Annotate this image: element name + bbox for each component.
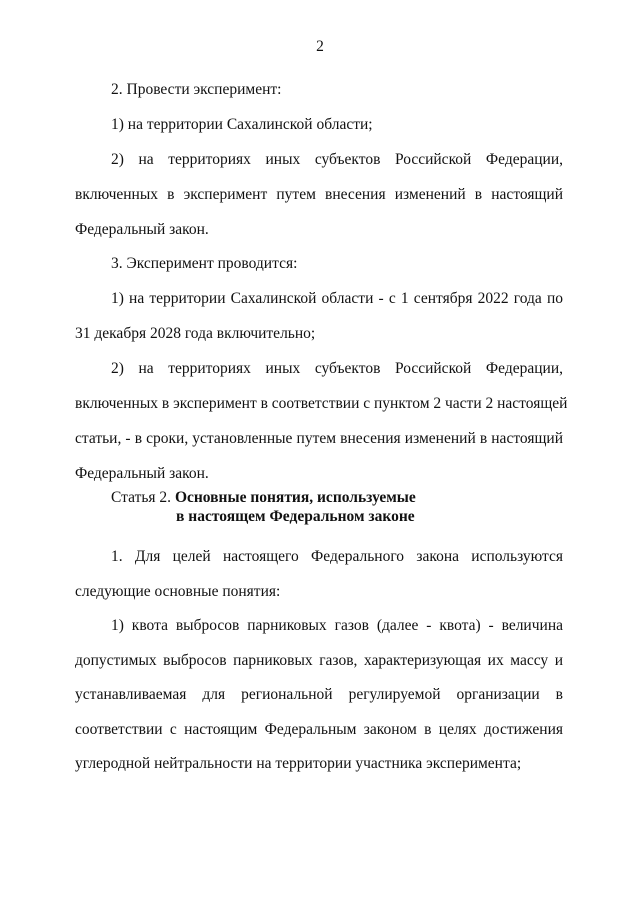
article-2-label: Статья 2. (111, 489, 172, 506)
def1-line1: 1) квота выбросов парниковых газов (далее - квота) - величина (111, 617, 563, 634)
item2-sub2-line3: Федеральный закон. (75, 221, 209, 238)
a2-item1-line1: 1. Для целей настоящего Федерального закона используются (111, 548, 563, 565)
item3-sub2-line3: статьи, - в сроки, установленные путем внесения изменений в настоящий (75, 430, 563, 447)
item3-heading: 3. Эксперимент проводится: (111, 255, 298, 272)
item3-sub2-line2: включенных в эксперимент в соответствии с пунктом 2 части 2 настоящей (75, 395, 568, 412)
article-2-title-line1: Основные понятия, используемые (174, 489, 416, 506)
def1-line2: допустимых выбросов парниковых газов, характеризующая их массу и (75, 652, 563, 669)
a2-item1-line2: следующие основные понятия: (75, 583, 281, 600)
def1-line4: соответствии с настоящим Федеральным законом в целях достижения (75, 721, 563, 738)
item3-sub1-line1: 1) на территории Сахалинской области - с 1 сентября 2022 года по (111, 290, 563, 307)
def1-line5: углеродной нейтральности на территории участника эксперимента; (75, 755, 522, 772)
article-2-heading (111, 488, 416, 526)
article-2-title (175, 488, 416, 526)
item2-sub1: 1) на территории Сахалинской области; (111, 116, 373, 133)
item3-sub1-line2: 31 декабря 2028 года включительно; (75, 325, 316, 342)
item3-sub2-line1: 2) на территориях иных субъектов Российской Федерации, (111, 360, 563, 377)
article-2-title-line2: в настоящем Федеральном законе (176, 508, 415, 525)
item3-sub2-line4: Федеральный закон. (75, 465, 209, 482)
def1-line3: устанавливаемая для региональной регулируемой организации в (75, 686, 563, 703)
item2-sub2-line2: включенных в эксперимент путем внесения изменений в настоящий (75, 186, 563, 203)
item2-heading: 2. Провести эксперимент: (111, 81, 282, 98)
item2-sub2-line1: 2) на территориях иных субъектов Российской Федерации, (111, 151, 563, 168)
page-number: 2 (316, 38, 324, 55)
